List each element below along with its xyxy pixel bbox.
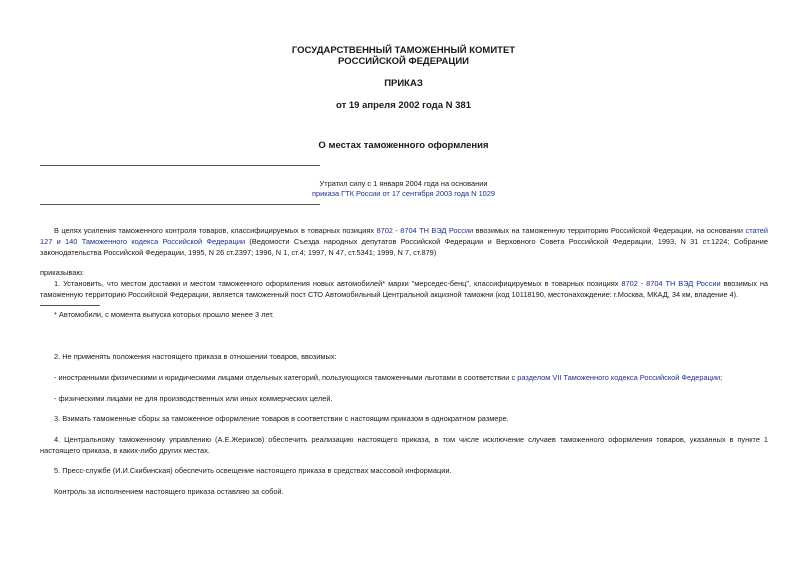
tn-ved-link[interactable]: 8702 - 8704 ТН ВЭД России xyxy=(376,226,474,235)
footnote-divider xyxy=(40,305,100,306)
preamble-text-3: (Ведомости Съезда народных депутатов Российской Федерации и Верховного Совета Российской Федерации, 1993, N 31 ст.1224; Собрание законодательства Российской Федерации, 1995, N 26 ст.2397; 1996, N 1, ст.4; 1997, N 47, ст.5341; 1999, N 7, ст.879) xyxy=(40,237,768,257)
item-2a xyxy=(40,372,768,383)
status-line: Утратил силу с 1 января 2004 года на основании xyxy=(319,179,488,188)
org-name-line2: РОССИЙСКОЙ ФЕДЕРАЦИИ xyxy=(337,56,469,67)
item-1 xyxy=(40,278,768,300)
preamble-paragraph xyxy=(40,225,768,258)
item-1-tn-ved-link[interactable]: 8702 - 8704 ТН ВЭД России xyxy=(621,279,721,288)
item-2b: - физическими лицами не для производственных или иных коммерческих целей. xyxy=(54,394,333,403)
title-divider xyxy=(40,165,320,166)
item-4: 4. Центральному таможенному управлению (А.Е.Жериков) обеспечить реализацию настоящего приказа, в том числе исключение случаев таможенного оформления товаров, указанных в пункте 1 настоящего приказа, в каких-либо других местах. xyxy=(40,435,768,455)
orders-label: приказываю: xyxy=(40,268,84,277)
item-1-text-2: ввозимых на таможенную территорию Российской Федерации, является таможенный пост СТО Автомобильный Центральной акцизной таможни (код 10118190, местонахождение: г.Москва, МКАД, 34 км, владение 4). xyxy=(40,279,769,299)
section-vii-link[interactable]: разделом VII Таможенного кодекса Российской Федерации xyxy=(517,373,721,382)
footnote: * Автомобили, с момента выпуска которых прошло менее 3 лет. xyxy=(54,310,274,319)
item-5: 5. Пресс-службе (И.И.Скибинская) обеспечить освещение настоящего приказа в средствах массовой информации. xyxy=(54,466,452,475)
item-2a-text-2: ; xyxy=(720,373,723,382)
status-divider xyxy=(40,204,320,205)
doc-date: от 19 апреля 2002 года N 381 xyxy=(336,100,471,111)
control-statement: Контроль за исполнением настоящего приказа оставляю за собой. xyxy=(54,487,284,496)
customs-code-link[interactable]: статей 127 и 140 Таможенного кодекса Российской Федерации xyxy=(40,226,768,246)
item-3: 3. Взимать таможенные сборы за таможенное оформление товаров в соответствии с настоящим приказом в однократном размере. xyxy=(54,414,509,423)
preamble-text-1: В целях усиления таможенного контроля товаров, классифицируемых в товарных позициях xyxy=(54,226,377,235)
doc-type: ПРИКАЗ xyxy=(384,78,423,89)
item-1-text-1: 1. Установить, что местом доставки и местом таможенного оформления новых автомобилей* марки "мерседес-бенц", классифицируемых в товарных позициях xyxy=(54,279,622,288)
status-link[interactable]: приказа ГТК России от 17 сентября 2003 года N 1029 xyxy=(311,189,496,198)
org-name-line1: ГОСУДАРСТВЕННЫЙ ТАМОЖЕННЫЙ КОМИТЕТ xyxy=(291,45,516,56)
preamble-text-2: ввозимых на таможенную территорию Российской Федерации, на основании xyxy=(473,226,746,235)
item-2: 2. Не применять положения настоящего приказа в отношении товаров, ввозимых: xyxy=(54,352,337,361)
doc-title: О местах таможенного оформления xyxy=(318,140,489,151)
item-2a-text-1: - иностранными физическими и юридическими лицами отдельных категорий, пользующихся таможенными льготами в соответствии с xyxy=(54,373,518,382)
